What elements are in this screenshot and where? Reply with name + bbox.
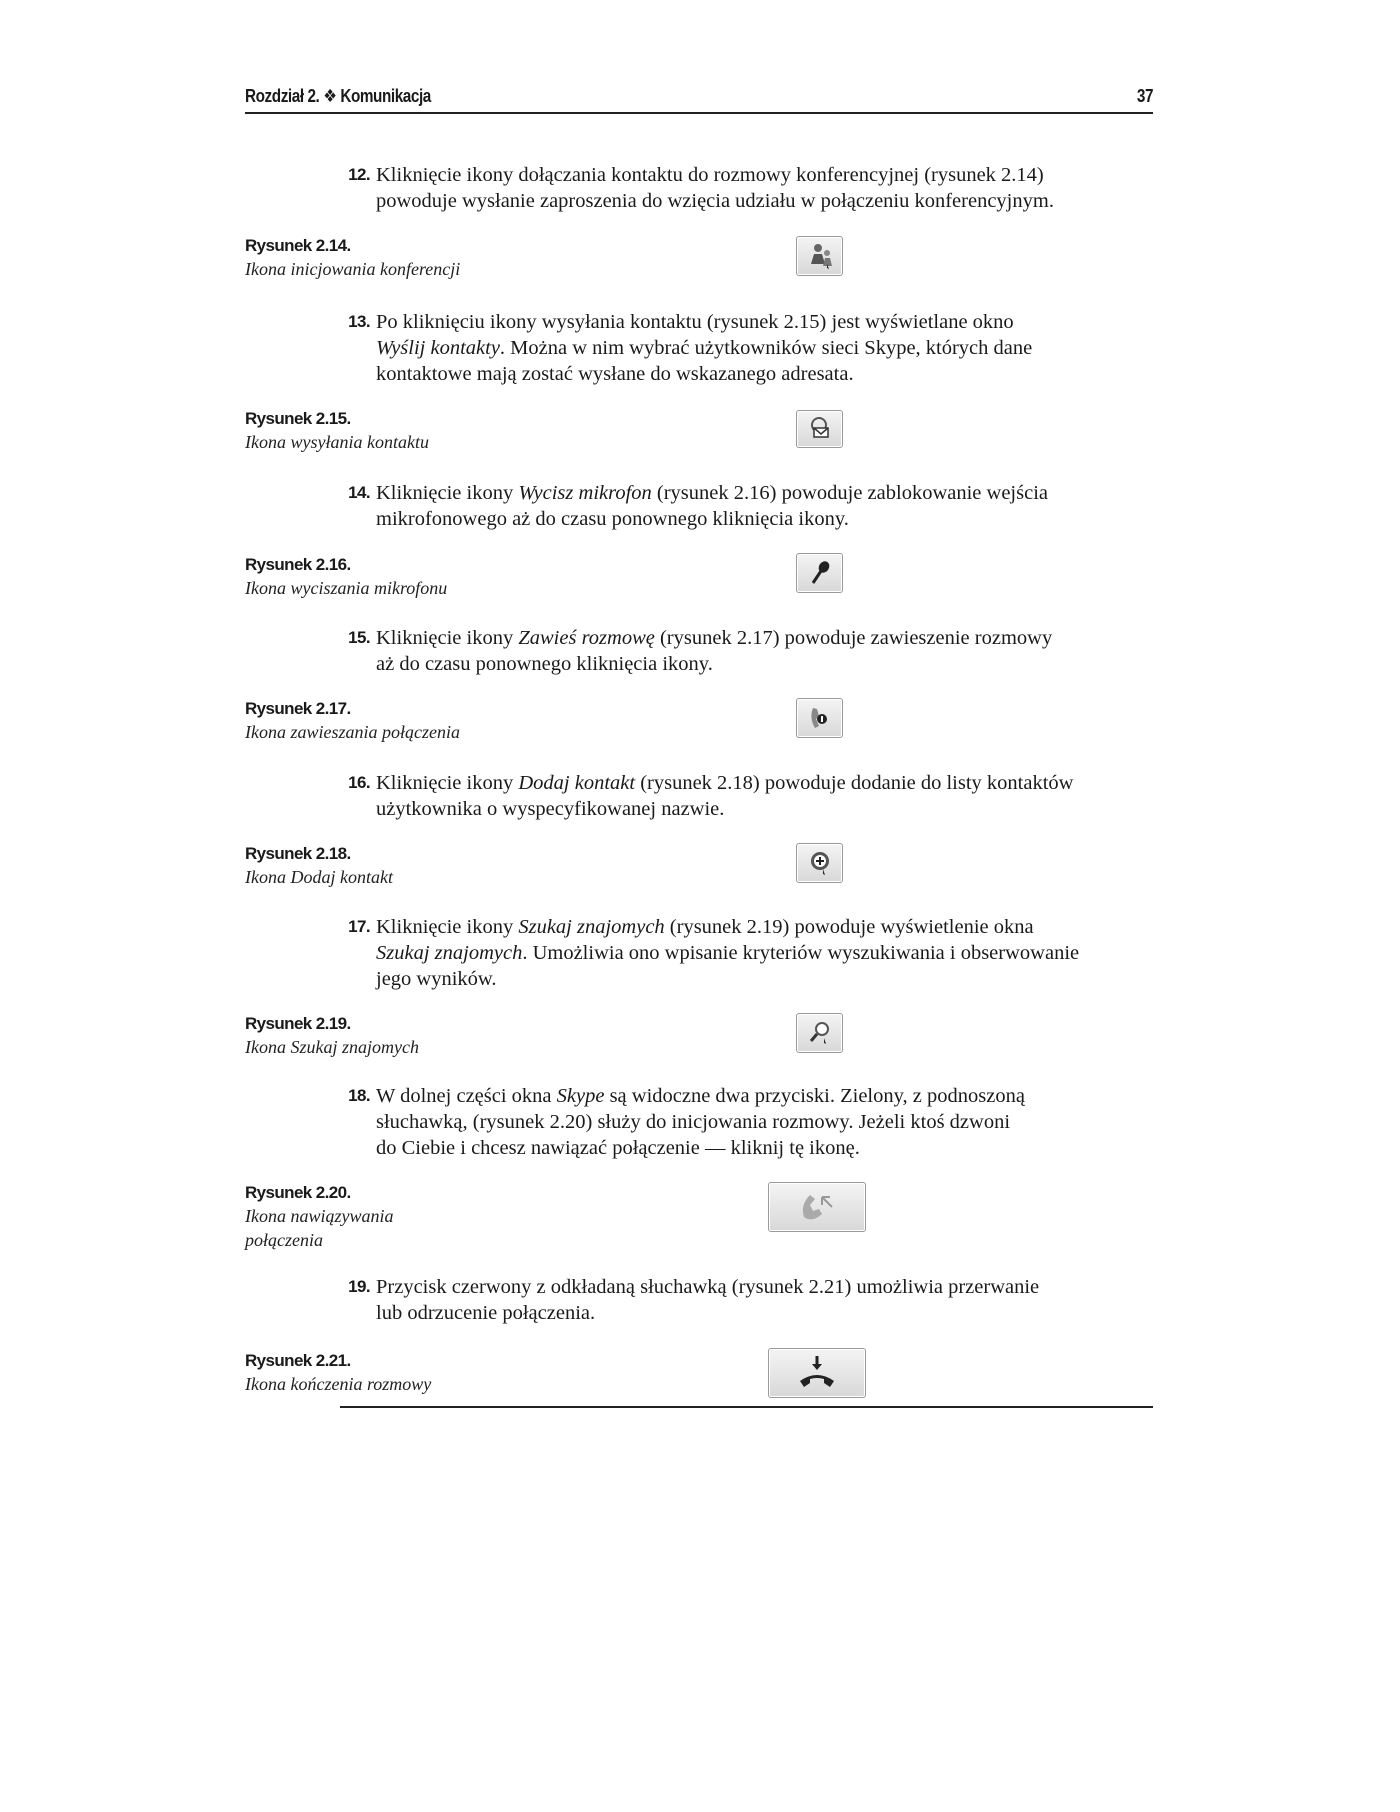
hold-call-icon[interactable] (796, 698, 843, 738)
text-line (376, 966, 1140, 992)
text-run: aż do czasu ponownego kliknięcia ikony. (376, 653, 713, 675)
text-run: Kliknięcie ikony (376, 772, 519, 794)
text-line (376, 651, 1140, 677)
item-number: 12. (348, 165, 370, 184)
item-number: 14. (348, 483, 370, 502)
item-text (376, 309, 1140, 387)
list-item (340, 770, 1140, 822)
list-item (340, 914, 1140, 992)
item-number: 19. (348, 1277, 370, 1296)
item-text (376, 914, 1140, 992)
figure-label: Rysunek 2.16. (245, 555, 351, 574)
microphone-icon[interactable] (796, 553, 843, 593)
text-line (376, 940, 1140, 966)
item-text (376, 480, 1140, 532)
figure-label: Rysunek 2.15. (245, 409, 351, 428)
figure-label: Rysunek 2.17. (245, 699, 351, 718)
list-item (340, 1083, 1140, 1161)
add-contact-icon[interactable] (796, 843, 843, 883)
text-line (376, 188, 1140, 214)
caption-line: Ikona wysyłania kontaktu (245, 432, 429, 452)
text-run: (rysunek 2.16) powoduje zablokowanie wejścia (651, 482, 1048, 504)
figure-caption (245, 430, 545, 454)
text-run: lub odrzucenie połączenia. (376, 1302, 596, 1324)
item-text (376, 1083, 1140, 1161)
item-number: 17. (348, 917, 370, 936)
text-run: użytkownika o wyspecyfikowanej nazwie. (376, 798, 725, 820)
text-run: mikrofonowego aż do czasu ponownego kliknięcia ikony. (376, 508, 849, 530)
item-number: 15. (348, 628, 370, 647)
send-contact-icon[interactable] (796, 410, 843, 448)
text-run: W dolnej części okna (376, 1085, 557, 1107)
figure-caption (245, 1372, 545, 1396)
item-text (376, 1274, 1140, 1326)
text-line (376, 335, 1140, 361)
figure-caption (245, 1204, 545, 1252)
text-run: Po kliknięciu ikony wysyłania kontaktu (rysunek 2.15) jest wyświetlane okno (376, 311, 1014, 333)
text-run: Kliknięcie ikony (376, 916, 519, 938)
text-run: do Ciebie i chcesz nawiązać połączenie — kliknij tę ikonę. (376, 1137, 860, 1159)
end-call-icon[interactable] (768, 1348, 866, 1398)
italic-term: Szukaj znajomych (376, 942, 523, 964)
text-line (376, 361, 1140, 387)
item-text (376, 625, 1140, 677)
page-number: 37 (1136, 86, 1153, 106)
text-run: słuchawką, (rysunek 2.20) służy do inicjowania rozmowy. Jeżeli ktoś dzwoni (376, 1111, 1011, 1133)
text-run: Kliknięcie ikony (376, 627, 519, 649)
figure-caption (245, 1035, 545, 1059)
running-header: Rozdział 2. ❖ Komunikacja (245, 86, 431, 106)
list-item (340, 309, 1140, 387)
figure-caption (245, 720, 545, 744)
bottom-rule (340, 1406, 1153, 1408)
figure (245, 1182, 545, 1252)
search-friends-icon[interactable] (796, 1013, 843, 1053)
caption-line: połączenia (245, 1230, 323, 1250)
figure (245, 698, 545, 744)
figure (245, 235, 545, 281)
figure-caption (245, 576, 545, 600)
item-text (376, 770, 1140, 822)
text-run: są widoczne dwa przyciski. Zielony, z podnoszoną (604, 1085, 1025, 1107)
list-item (340, 480, 1140, 532)
answer-call-icon[interactable] (768, 1182, 866, 1232)
caption-line: Ikona Szukaj znajomych (245, 1037, 419, 1057)
text-line (376, 1109, 1140, 1135)
figure-label: Rysunek 2.14. (245, 236, 351, 255)
caption-line: Ikona Dodaj kontakt (245, 867, 393, 887)
text-line (376, 309, 1140, 335)
text-line (376, 1083, 1140, 1109)
figure (245, 1013, 545, 1059)
text-run: jego wyników. (376, 968, 497, 990)
text-run: powoduje wysłanie zaproszenia do wzięcia udziału w połączeniu konferencyjnym. (376, 190, 1054, 212)
italic-term: Skype (556, 1085, 605, 1107)
figure-caption (245, 257, 545, 281)
text-run: (rysunek 2.19) powoduje wyświetlenie okna (664, 916, 1034, 938)
caption-line: Ikona zawieszania połączenia (245, 722, 460, 742)
item-text (376, 162, 1140, 214)
text-line (376, 506, 1140, 532)
figure (245, 843, 545, 889)
text-line (376, 480, 1140, 506)
text-line (376, 1300, 1140, 1326)
text-run: kontaktowe mają zostać wysłane do wskazanego adresata. (376, 363, 854, 385)
figure-caption (245, 865, 545, 889)
text-line (376, 162, 1140, 188)
figure-label: Rysunek 2.20. (245, 1183, 351, 1202)
list-item (340, 1274, 1140, 1326)
figure-label: Rysunek 2.21. (245, 1351, 351, 1370)
italic-term: Szukaj znajomych (518, 916, 665, 938)
italic-term: Zawieś rozmowę (518, 627, 655, 649)
page-header (245, 86, 1153, 114)
text-line (376, 914, 1140, 940)
figure (245, 554, 545, 600)
text-run: (rysunek 2.18) powoduje dodanie do listy kontaktów (635, 772, 1074, 794)
text-line (376, 770, 1140, 796)
item-number: 13. (348, 312, 370, 331)
text-line (376, 796, 1140, 822)
figure-label: Rysunek 2.18. (245, 844, 351, 863)
text-run: Przycisk czerwony z odkładaną słuchawką (rysunek 2.21) umożliwia przerwanie (376, 1276, 1040, 1298)
text-run: Kliknięcie ikony dołączania kontaktu do rozmowy konferencyjnej (rysunek 2.14) (376, 164, 1044, 186)
item-number: 18. (348, 1086, 370, 1105)
caption-line: Ikona kończenia rozmowy (245, 1374, 432, 1394)
list-item (340, 162, 1140, 214)
figure (245, 408, 545, 454)
text-run: . Umożliwia ono wpisanie kryteriów wyszukiwania i obserwowanie (522, 942, 1080, 964)
figure (245, 1350, 545, 1396)
italic-term: Wycisz mikrofon (518, 482, 652, 504)
caption-line: Ikona inicjowania konferencji (245, 259, 461, 279)
conference-icon[interactable] (796, 236, 843, 276)
figure-label: Rysunek 2.19. (245, 1014, 351, 1033)
caption-line: Ikona nawiązywania (245, 1206, 394, 1226)
text-line (376, 1274, 1140, 1300)
text-run: . Można w nim wybrać użytkowników sieci Skype, których dane (499, 337, 1033, 359)
text-run: (rysunek 2.17) powoduje zawieszenie rozmowy (654, 627, 1053, 649)
text-run: Kliknięcie ikony (376, 482, 519, 504)
text-line (376, 1135, 1140, 1161)
italic-term: Dodaj kontakt (518, 772, 636, 794)
list-item (340, 625, 1140, 677)
italic-term: Wyślij kontakty (376, 337, 500, 359)
text-line (376, 625, 1140, 651)
item-number: 16. (348, 773, 370, 792)
caption-line: Ikona wyciszania mikrofonu (245, 578, 448, 598)
